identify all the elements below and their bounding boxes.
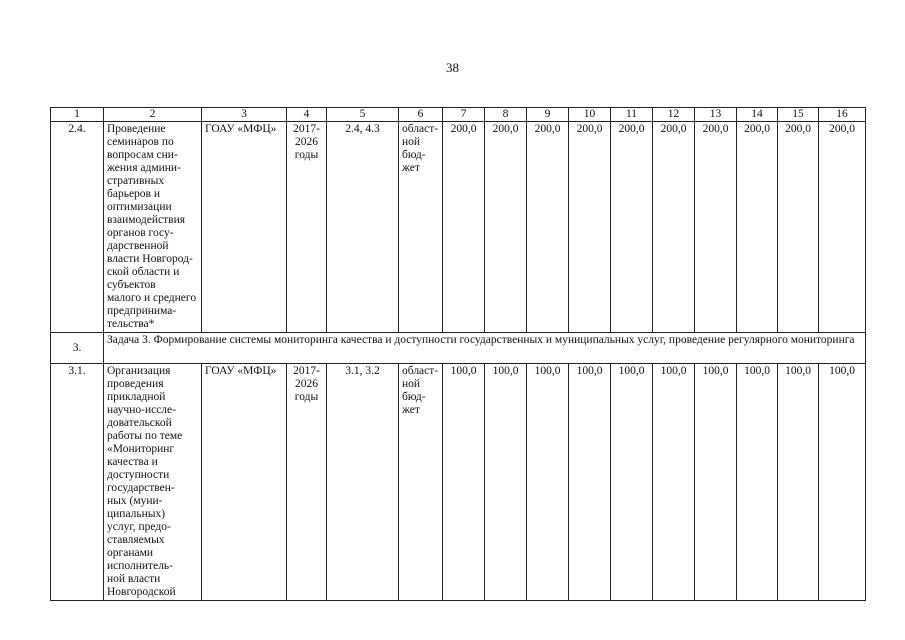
- page-number: 38: [446, 60, 459, 75]
- column-header: 2: [104, 108, 202, 122]
- column-header: 9: [527, 108, 569, 122]
- column-header: 16: [819, 108, 866, 122]
- funding-value: 100,0: [695, 364, 737, 601]
- period: 2017- 2026 годы: [287, 122, 327, 333]
- funding-source: област- ной бюд- жет: [399, 364, 443, 601]
- column-header: 3: [202, 108, 287, 122]
- event-name: Организация проведения прикладной научно-иссле- довательской работы по теме «Мониторинг качества и доступности государствен- ных (муни- ципальных) услуг, предо- ставляемых органами исполнитель- ной власти Новгородской: [104, 364, 202, 601]
- task-number: 3.: [51, 333, 104, 364]
- funding-value: 100,0: [778, 364, 819, 601]
- funding-value: 100,0: [527, 364, 569, 601]
- funding-value: 100,0: [443, 364, 485, 601]
- funding-value: 200,0: [569, 122, 611, 333]
- executor: ГОАУ «МФЦ»: [202, 364, 287, 601]
- program-activities-table: [50, 107, 866, 601]
- row-number: 3.1.: [51, 364, 104, 601]
- column-header: 7: [443, 108, 485, 122]
- column-header: 4: [287, 108, 327, 122]
- funding-value: 200,0: [485, 122, 527, 333]
- funding-value: 200,0: [611, 122, 653, 333]
- column-header: 10: [569, 108, 611, 122]
- funding-value: 200,0: [695, 122, 737, 333]
- funding-value: 100,0: [653, 364, 695, 601]
- funding-value: 200,0: [653, 122, 695, 333]
- column-header: 13: [695, 108, 737, 122]
- funding-value: 100,0: [819, 364, 866, 601]
- column-header: 5: [327, 108, 399, 122]
- column-header: 15: [778, 108, 819, 122]
- funding-value: 200,0: [819, 122, 866, 333]
- event-name: Проведение семинаров по вопросам сни- жения админи- стративных барьеров и оптимизации взаимодействия органов госу- дарственной власти Новгород- ской области и субъектов малого и среднего предпринима- тельства*: [104, 122, 202, 333]
- task-row: [51, 333, 866, 364]
- column-header: 6: [399, 108, 443, 122]
- funding-value: 100,0: [569, 364, 611, 601]
- table-row: [51, 364, 866, 601]
- target-indicator: 2.4, 4.3: [327, 122, 399, 333]
- target-indicator: 3.1, 3.2: [327, 364, 399, 601]
- funding-value: 200,0: [443, 122, 485, 333]
- column-header: 8: [485, 108, 527, 122]
- executor: ГОАУ «МФЦ»: [202, 122, 287, 333]
- task-description: Задача 3. Формирование системы мониторинга качества и доступности государственных и муниципальных услуг, проведение регулярного мониторинга: [104, 333, 866, 364]
- funding-value: 200,0: [778, 122, 819, 333]
- funding-value: 100,0: [485, 364, 527, 601]
- funding-source: област- ной бюд- жет: [399, 122, 443, 333]
- column-number-row: [51, 108, 866, 122]
- period: 2017- 2026 годы: [287, 364, 327, 601]
- funding-value: 200,0: [527, 122, 569, 333]
- column-header: 11: [611, 108, 653, 122]
- column-header: 1: [51, 108, 104, 122]
- column-header: 12: [653, 108, 695, 122]
- funding-value: 100,0: [611, 364, 653, 601]
- table-row: [51, 122, 866, 333]
- row-number: 2.4.: [51, 122, 104, 333]
- funding-value: 200,0: [737, 122, 778, 333]
- column-header: 14: [737, 108, 778, 122]
- funding-value: 100,0: [737, 364, 778, 601]
